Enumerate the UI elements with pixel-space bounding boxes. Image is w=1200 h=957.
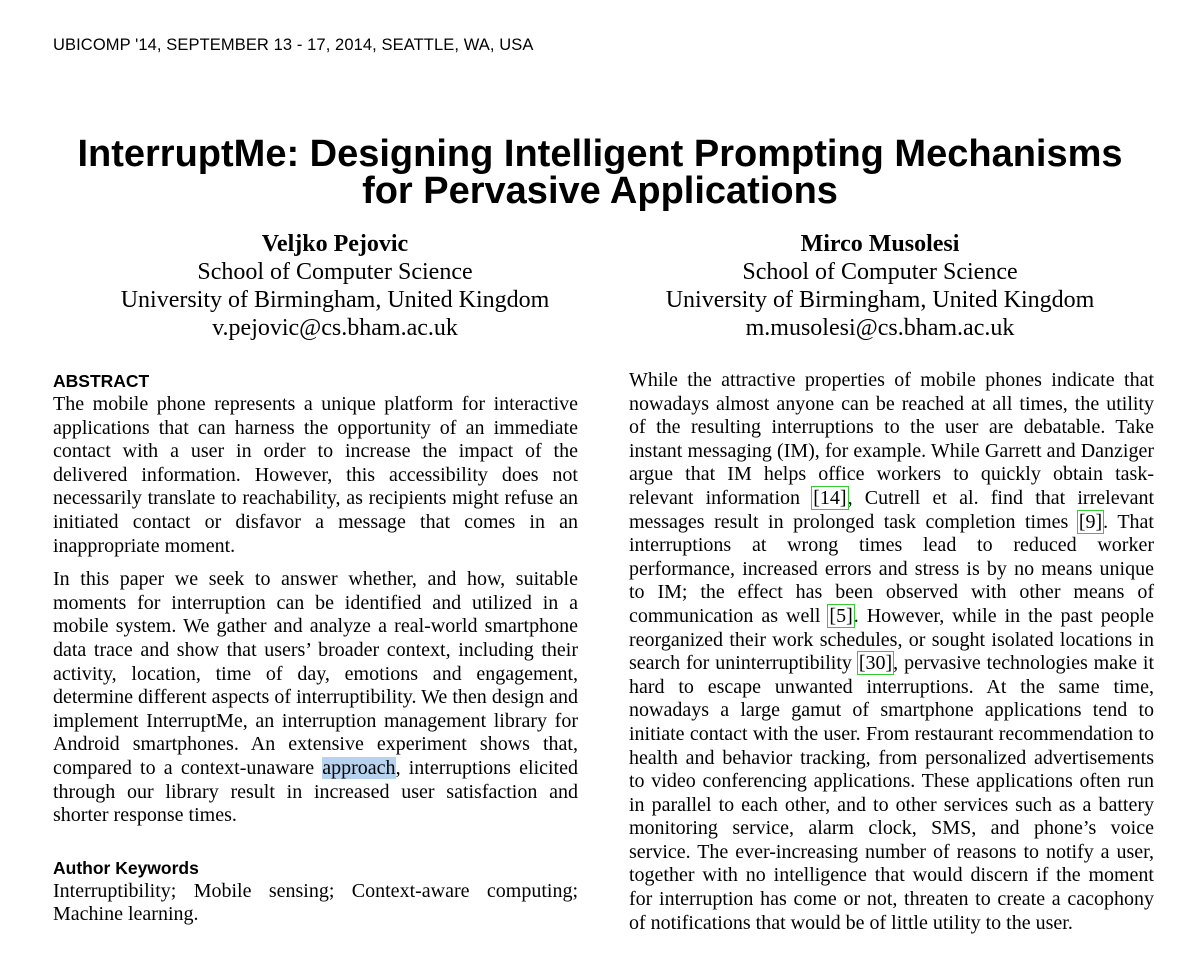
author-block-1 [55, 230, 615, 342]
selected-text-highlight[interactable]: approach [322, 756, 396, 779]
running-head: UBICOMP '14, SEPTEMBER 13 - 17, 2014, SEATTLE, WA, USA [53, 36, 534, 54]
intro-text: . However, while in the past people reorganized their work schedules, or sought isolated locations in search for uninterruptibility [629, 604, 1155, 675]
abstract-paragraph-1: The mobile phone represents a unique platform for interactive applications that can harness the opportunity of an immediate contact with a user in order to increase the impact of the delivered information. However, this accessibility does not necessarily translate to reachability, as recipients might refuse an initiated contact or disfavor a message that comes in an inappropriate moment. [53, 393, 578, 557]
intro-paragraph [629, 369, 1154, 935]
title-line-1: InterruptMe: Designing Intelligent Prompting Mechanisms [77, 133, 1123, 175]
citation-link[interactable]: [30] [858, 652, 893, 675]
title-line-2: for Pervasive Applications [362, 170, 838, 212]
intro-text: . That interruptions at wrong times lead to reduced worker performance, increased errors and stress is by no means unique to IM; the effect has been observed with other means of communication as well [629, 510, 1154, 627]
citation-link[interactable]: [5] [829, 604, 853, 627]
keywords-heading: Author Keywords [53, 857, 199, 878]
author-email: m.musolesi@cs.bham.ac.uk [745, 315, 1015, 341]
author-name: Veljko Pejovic [261, 231, 409, 257]
citation-link[interactable]: [9] [1078, 510, 1103, 533]
author-name: Mirco Musolesi [800, 231, 960, 257]
left-column [53, 369, 578, 927]
intro-text: , pervasive technologies make it hard to escape unwanted interruptions. At the same time, nowadays a large gamut of smartphone applications tend to initiate contact with the user. From restaurant recommendation to health and behavior tracking, from personalized advertisements to video conferencing applications. These applications often run in parallel to each other, and to other services such as a battery monitoring service, alarm clock, SMS, and phone’s voice service. The ever-increasing number of reasons to notify a user, together with no intelligence that would discern if the moment for interruption has come or not, threaten to create a cacophony of notifications that would be of little utility to the user. [629, 652, 1155, 934]
citation-link[interactable]: [14] [813, 486, 847, 509]
right-column [629, 369, 1154, 935]
paper-title [0, 133, 1200, 212]
author-affiliation: University of Birmingham, United Kingdom [665, 287, 1095, 313]
abstract-heading: ABSTRACT [53, 371, 150, 391]
author-dept: School of Computer Science [742, 259, 1018, 285]
abstract-text: , interruptions elicited through our library result in increased user satisfaction and shorter response times. [53, 756, 578, 827]
keywords-text: Interruptibility; Mobile sensing; Context-aware computing; Machine learning. [53, 879, 578, 926]
author-dept: School of Computer Science [197, 259, 473, 285]
author-email: v.pejovic@cs.bham.ac.uk [212, 315, 458, 341]
abstract-paragraph-2 [53, 568, 578, 828]
author-block-2 [600, 230, 1160, 342]
intro-text: While the attractive properties of mobile phones indicate that nowadays almost anyone can be reached at all times, the utility of the resulting interruptions to the user are debatable. Take instant messaging (IM), for example. While Garrett and Danziger argue that IM helps office workers to quickly obtain task-relevant information [629, 369, 1154, 509]
intro-text: , Cutrell et al. find that irrelevant messages result in prolonged task completion times [629, 486, 1154, 533]
abstract-text: In this paper we seek to answer whether, and how, suitable moments for interruption can be identified and utilized in a mobile system. We gather and analyze a real-world smartphone data trace and show that users’ broader context, including their activity, location, time of day, emotions and engagement, determine different aspects of interruptibility. We then design and implement InterruptMe, an interruption management library for Android smartphones. An extensive experiment shows that, compared to a context-unaware [53, 568, 578, 779]
author-affiliation: University of Birmingham, United Kingdom [120, 287, 550, 313]
